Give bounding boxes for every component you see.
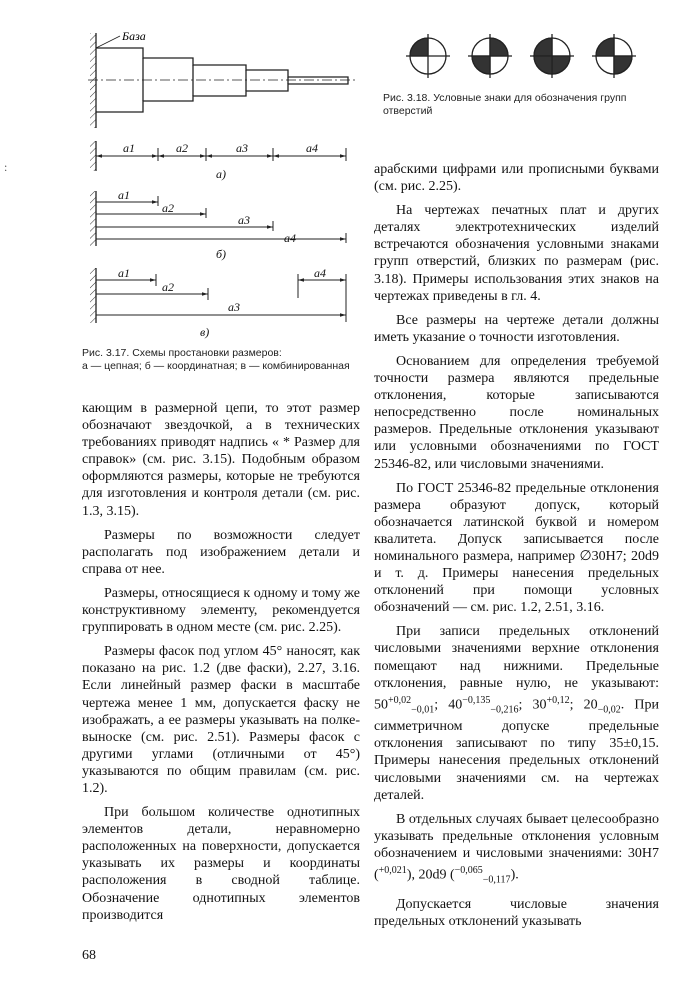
dim-b-a3: a3 [238, 213, 250, 227]
scheme-label-b: б) [216, 247, 227, 261]
figure-3-17 [88, 28, 360, 346]
hole-group-symbols [404, 32, 664, 84]
hole-symbol-4 [592, 34, 636, 78]
paragraph: Размеры по возможности следует располагать под изображением детали и справа от нее. [82, 527, 360, 577]
dim-c-a2: a2 [162, 280, 174, 294]
dim-a2: a2 [176, 141, 188, 155]
dim-c-a4: a4 [314, 266, 326, 280]
hole-symbol-3 [530, 34, 574, 78]
page-number: 68 [82, 948, 96, 963]
dim-b-a2: a2 [162, 201, 174, 215]
figure-3-18-caption: Рис. 3.18. Условные знаки для обозначения групп отверстий [383, 92, 627, 117]
paragraph: кающим в размерной цепи, то этот размер обозначают звездочкой, а в технических требованиях приводят надпись « * Размер для справок» (см. рис. 3.15). Подобным образом оформляются размеры, которые не требуются для изготовления и контроля детали (см. рис. 1.3, 3.15). [82, 401, 360, 519]
caption-legend: а — цепная; б — координатная; в — комбинированная [82, 360, 350, 372]
paragraph: На чертежах печатных плат и других деталях электротехнических изделий встречаются обозначения условными знаками групп отверстий, близких по размерам (рис. 3.18). Примеры использования этих знаков на чертежах приведены в гл. 4. [374, 203, 659, 304]
paragraph: Все размеры на чертеже детали должны иметь указание о точности изготовления. [374, 312, 659, 345]
paragraph-tolerances: При записи предельных отклонений числовыми значениями верхние отклонения помещают над нижними. Предельные отклонения, равные нулю, не указывают: $50^{+0,02}_{-0,01}$; $40^{-0,135}_{-0,216}$; $30^{+0,12}$; $20_{-0,02}$. При симметричном допуске предельные отклонения записывают по типу 35±0,15. Примеры нанесения предельных отклонений числовыми значениями см. на чертежах деталей. [374, 624, 659, 803]
dimension-schemes-drawing [88, 28, 360, 346]
paragraph: По ГОСТ 25346-82 предельные отклонения размера образуют допуск, который обозначается латинской буквой и номером квалитета. Допуск записывается после номинального размера, например ∅30H7; 20d9 и т. д. Примеры нанесения предельных отклонений при помощи условных обозначений — см. рис. 1.2, 2.51, 3.16. [374, 480, 659, 616]
stepped-shaft [88, 33, 356, 128]
figure-3-18 [404, 32, 664, 84]
base-label: База [122, 29, 146, 43]
paragraph: Допускается числовые значения предельных отклонений указывать [374, 896, 659, 929]
hole-symbol-2 [468, 34, 512, 78]
caption-title: Рис. 3.17. Схемы простановки размеров: [82, 347, 282, 359]
right-column [374, 161, 659, 930]
paragraph: Основанием для определения требуемой точности размера являются предельные отклонения, которые записываются непосредственно после номинальных размеров. Предельные отклонения указывают или условными обозначениями по ГОСТ 25346-82, или числовыми значениями. [374, 353, 659, 472]
scheme-label-c: в) [200, 325, 210, 339]
dim-b-a4: a4 [284, 231, 296, 245]
dim-a3: a3 [236, 141, 248, 155]
dim-b-a1: a1 [118, 188, 130, 202]
scheme-label-a: а) [216, 167, 226, 181]
figure-3-17-caption [82, 347, 357, 373]
dim-c-a3: a3 [228, 300, 240, 314]
margin-mark: : [4, 160, 8, 174]
paragraph: Размеры фасок под углом 45° наносят, как показано на рис. 1.2 (две фаски), 2.27, 3.16. Если линейный размер фаски в масштабе чертежа менее 1 мм, допускается фаску не изображать, а ее размеры указывать на полке-выноске (см. рис. 2.51). Размеры фасок с другими углами (отличными от 45°) указываются по общим правилам (см. рис. 1.2). [82, 644, 360, 796]
paragraph-combined-tolerances: В отдельных случаях бывает целесообразно указывать предельные отклонения условным обозначением и числовыми значениями: 30H7 ($^{+0,021}$), 20d9 ($^{-0,065}_{-0,117}$). [374, 811, 659, 886]
dim-c-a1: a1 [118, 266, 130, 280]
paragraph: арабскими цифрами или прописными буквами (см. рис. 2.25). [374, 162, 659, 195]
paragraph: При большом количестве однотипных элементов детали, неравномерно расположенных на поверхности, допускается указывать их размеры и координаты расположения в сводной таблице. Обозначение однотипных элементов производится [82, 805, 360, 923]
dim-a4: a4 [306, 141, 318, 155]
left-column [82, 400, 360, 924]
dim-a1: a1 [123, 141, 135, 155]
hole-symbol-1 [406, 34, 450, 78]
paragraph: Размеры, относящиеся к одному и тому же конструктивному элементу, рекомендуется группировать в одном месте (см. рис. 2.25). [82, 585, 360, 636]
